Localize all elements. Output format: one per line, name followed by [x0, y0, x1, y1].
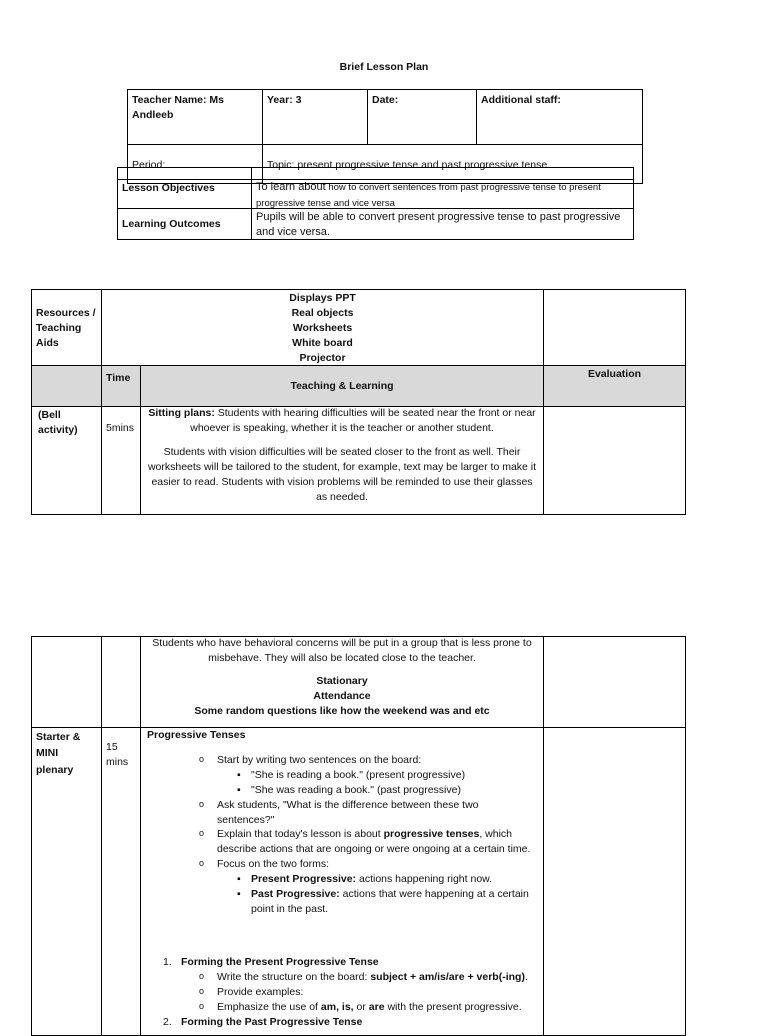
- date: Date:: [372, 94, 399, 106]
- progressive-tenses-heading: Progressive Tenses: [147, 729, 246, 741]
- lesson-objectives-text: To learn about how to convert sentences from past progressive tense to present progressive tense and vice versa: [256, 181, 601, 209]
- resources-list: [102, 289, 543, 368]
- starter-time: 15 mins: [106, 741, 129, 768]
- continued-content: [141, 635, 543, 720]
- learning-outcomes-label: Learning Outcomes: [122, 218, 221, 230]
- list-item: o Emphasize the use of am, is, or are with the present progressive.: [199, 1000, 537, 1015]
- list-item: o Focus on the two forms: ▪ Present Progressive: actions happening right now. ▪ Past Progressive: actions that were happening at a certain point in the past.: [199, 857, 537, 917]
- random-questions: Some random questions like how the weekend was and etc: [194, 704, 490, 717]
- teaching-learning-header: Teaching & Learning: [290, 380, 394, 392]
- stationary: Stationary: [316, 674, 368, 687]
- attendance: Attendance: [313, 689, 371, 702]
- numbered-item: 1. Forming the Present Progressive Tense o Write the structure on the board: subject + am/is/are + verb(-ing). o Provide examples: o Emphasize the use of am, is, or are with the present progressive.: [163, 955, 537, 1015]
- vision-plans: Students with vision difficulties will be seated closer to the front as well. Their worksheets will be tailored to the student, for example, text may be larger to make it easier to read. Students with vision problems will be reminded to use their glasses as needed.: [147, 445, 537, 503]
- list-item: ▪ "She was reading a book." (past progressive): [235, 783, 537, 798]
- resource-item: Displays PPT: [289, 292, 356, 304]
- learning-outcomes-text: Pupils will be able to convert present progressive tense to past progressive and vice versa.: [256, 211, 621, 238]
- bell-time: 5mins: [106, 422, 135, 434]
- starter-content: [141, 727, 543, 1030]
- numbered-item: 2. Forming the Past Progressive Tense: [163, 1015, 363, 1028]
- list-item: o Start by writing two sentences on the board: ▪ "She is reading a book." (present progressive) ▪ "She was reading a book." (past progressive): [199, 753, 537, 798]
- time-header: Time: [106, 372, 131, 384]
- year: Year: 3: [267, 94, 302, 106]
- list-item: o Explain that today's lesson is about progressive tenses, which describe actions that are ongoing or were ongoing at a certain time.: [199, 827, 537, 857]
- page-title: Brief Lesson Plan: [339, 61, 429, 73]
- list-item: o Write the structure on the board: subject + am/is/are + verb(-ing).: [199, 970, 537, 985]
- bell-content: [141, 405, 543, 505]
- resources-label: Resources / Teaching Aids: [36, 307, 96, 349]
- resource-item: Real objects: [291, 306, 354, 319]
- resource-item: White board: [292, 336, 353, 349]
- teacher-name: Teacher Name: Ms Andleeb: [132, 94, 225, 121]
- period: Period:: [132, 159, 166, 171]
- lesson-objectives-label: Lesson Objectives: [122, 182, 215, 194]
- sitting-plans: Sitting plans: Students with hearing difficulties will be seated near the front or near whoever is speaking, whether it is the teacher or another student.: [148, 407, 536, 434]
- bell-activity-label: (Bell activity): [38, 409, 78, 436]
- additional-staff: Additional staff:: [481, 94, 561, 106]
- topic: Topic: present progressive tense and past progressive tense: [267, 159, 548, 171]
- list-item: o Provide examples:: [199, 985, 537, 1000]
- resource-item: Worksheets: [292, 321, 353, 334]
- list-item: ▪ Past Progressive: actions that were happening at a certain point in the past.: [235, 887, 531, 917]
- list-item: o Ask students, "What is the difference between these two sentences?": [199, 798, 507, 828]
- list-item: ▪ "She is reading a book." (present progressive): [235, 768, 537, 783]
- behavior-text: Students who have behavioral concerns will be put in a group that is less prone to misbehave. They will also be located close to the teacher.: [152, 637, 532, 664]
- resource-item: Projector: [299, 351, 346, 364]
- starter-label: Starter & MINI plenary: [36, 731, 81, 776]
- list-item: ▪ Present Progressive: actions happening right now.: [235, 872, 537, 887]
- evaluation-header: Evaluation: [587, 368, 642, 380]
